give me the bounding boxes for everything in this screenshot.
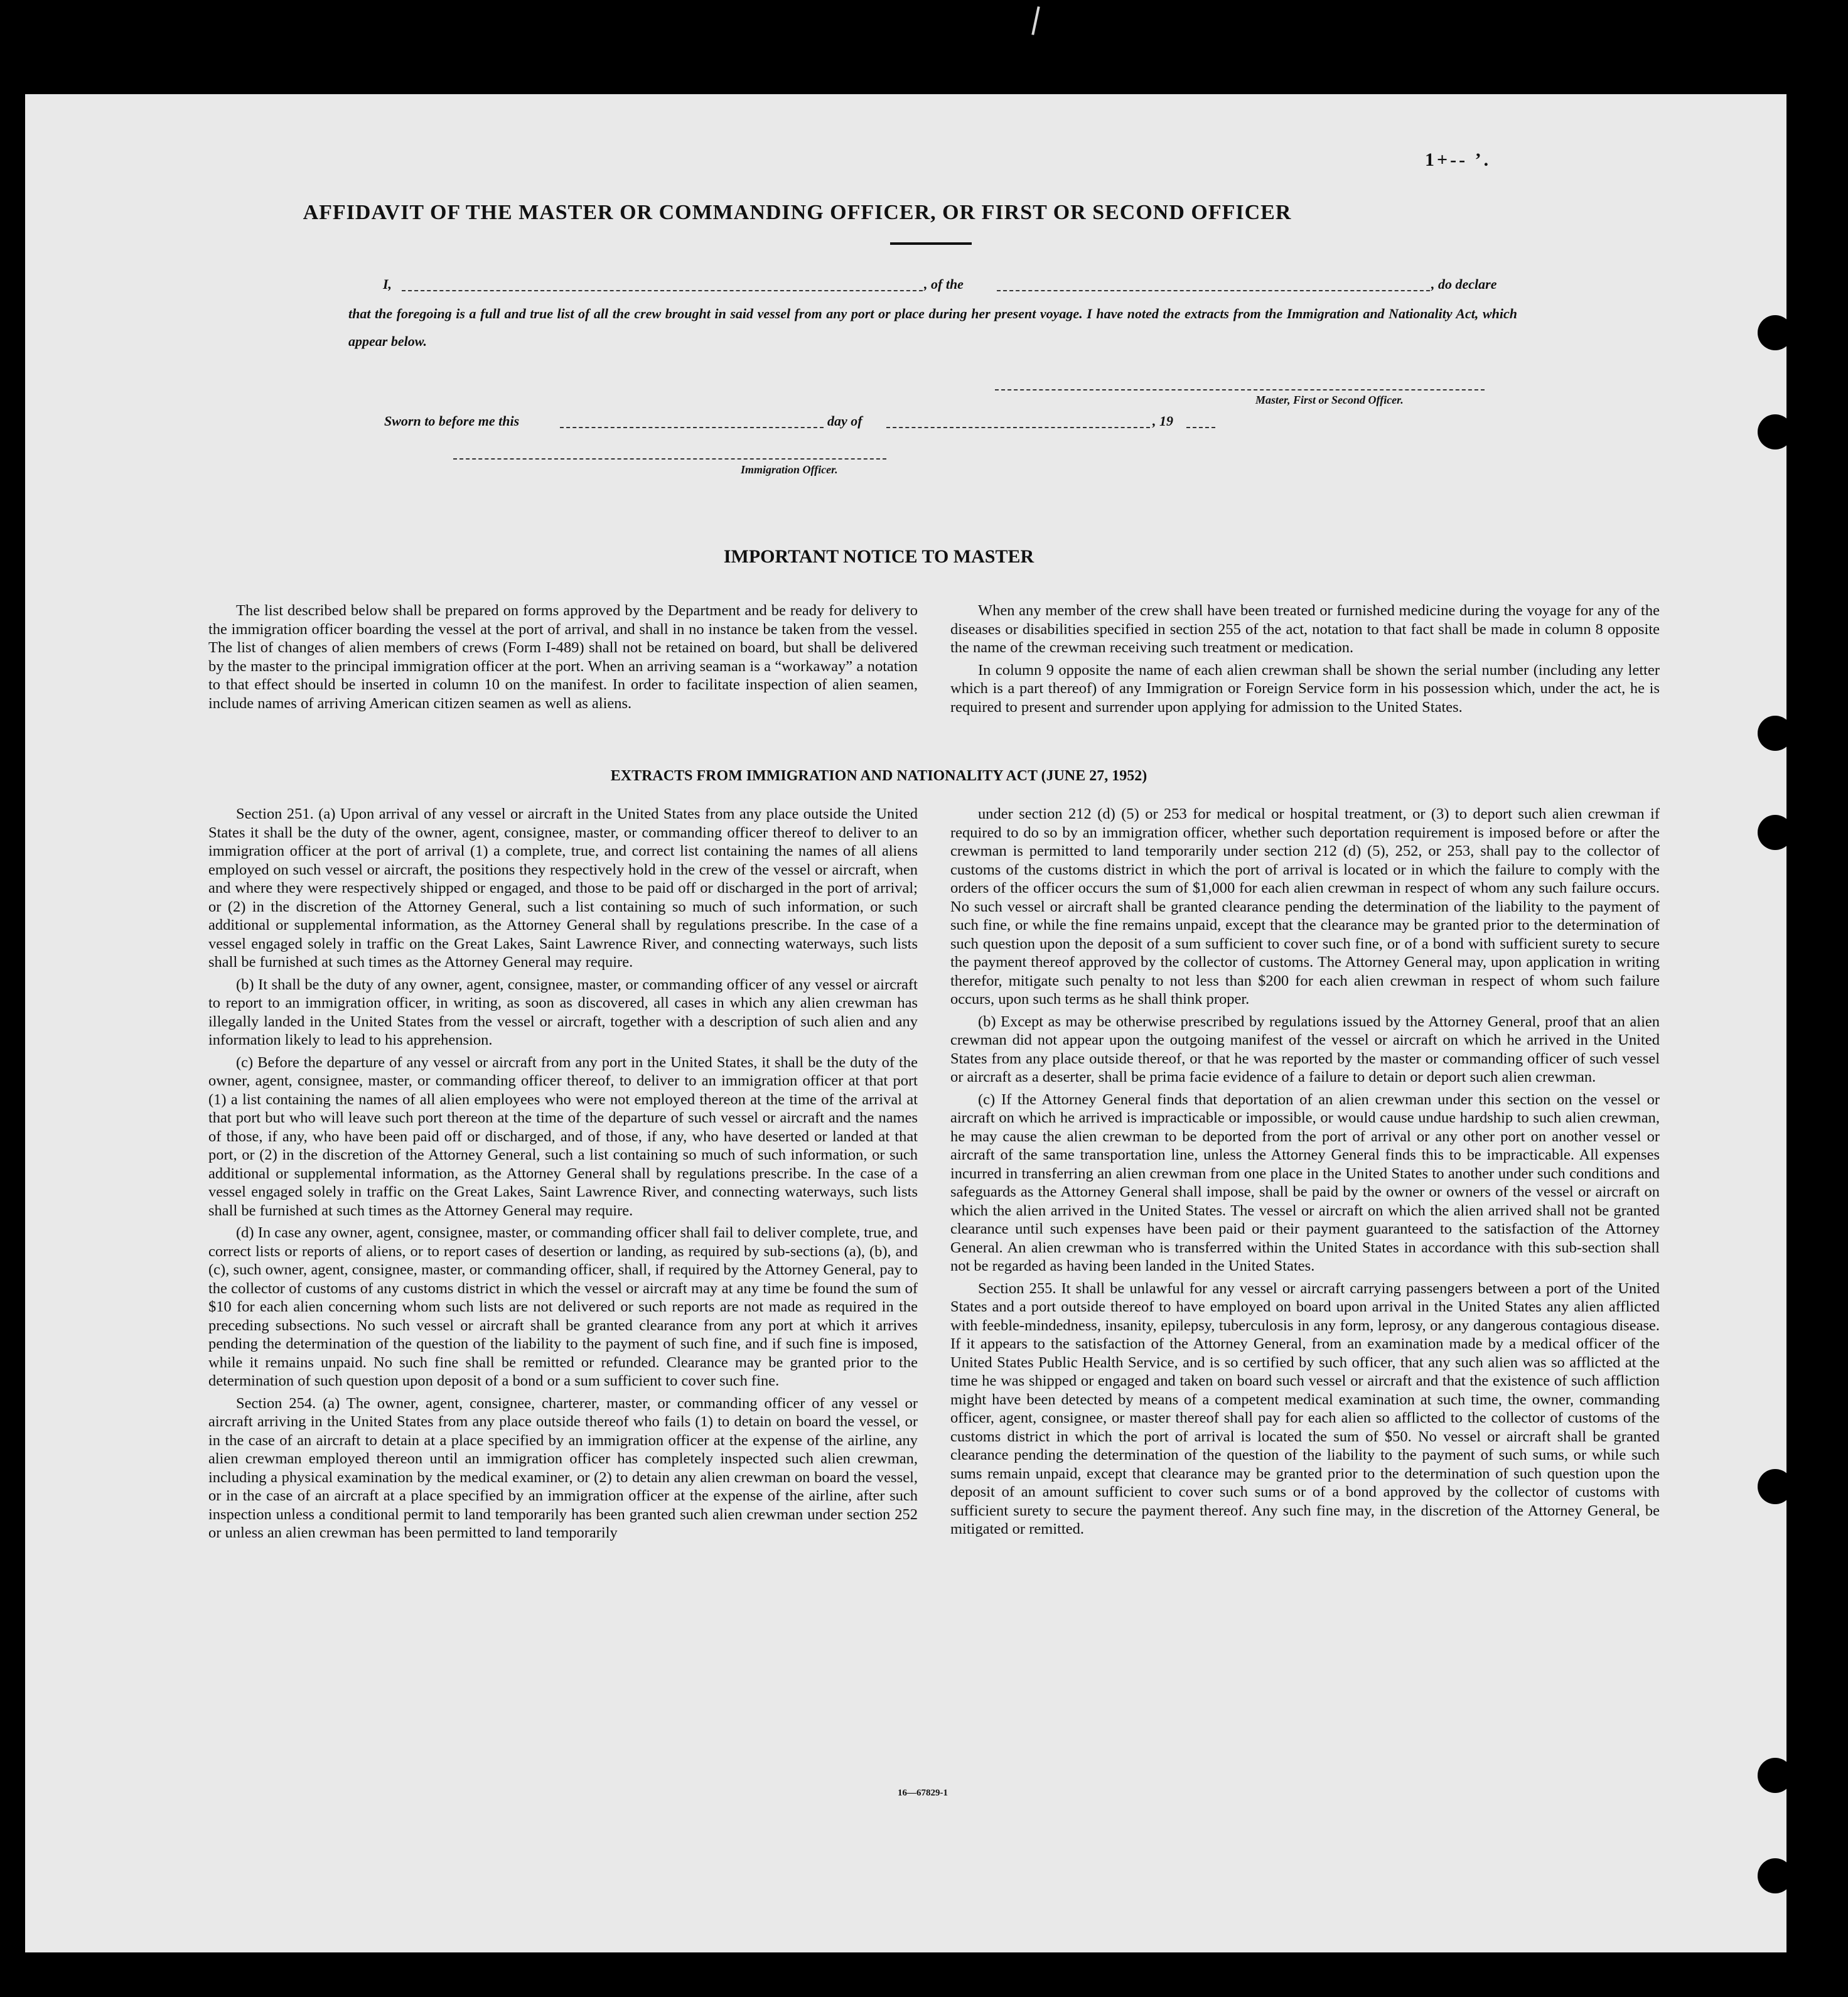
notice-paragraph: In column 9 opposite the name of each alien crewman shall be shown the serial number (including any letter which is a part thereof) of any Immigration or Foreign Service form in his possession which, under the act, he is required to present and surrender upon applying for admission to the United States.	[950, 661, 1660, 716]
extracts-right-column	[950, 805, 1660, 1542]
of-the-label: , of the	[924, 276, 964, 292]
sworn-day-field[interactable]	[560, 427, 824, 428]
notice-paragraph: When any member of the crew shall have been treated or furnished medicine during the voyage for any of the diseases or disabilities specified in section 255 of the act, notation to that fact shall be made in column 8 opposite the name of the crewman receiving such treatment or medication.	[950, 602, 1660, 656]
extract-paragraph: (d) In case any owner, agent, consignee, master, or commanding officer shall fail to deliver complete, true, and correct lists or reports of aliens, or to report cases of desertion or landing, as required by sub-sections (a), (b), and (c), such owner, agent, consignee, master, or commanding officer, shall, if required by the Attorney General, pay to the collector of customs of any customs district in which the vessel or aircraft may at any time be found the sum of $10 for each alien concerning whom such lists are not delivered or such reports are not made as required in the preceding subsections. No such vessel or aircraft shall be granted clearance from any port at which it arrives pending the determination of the question of the liability to the payment of such fine, and if such fine is imposed, while it remains unpaid. No such fine shall be remitted or refunded. Clearance may be granted prior to the determination of such question upon deposit of a bond or a sum sufficient to cover such fine.	[208, 1224, 918, 1389]
vessel-field[interactable]	[997, 290, 1430, 291]
do-declare-label: , do declare	[1431, 276, 1497, 292]
sworn-year-field[interactable]	[1186, 427, 1215, 428]
declaration-text: that the foregoing is a full and true list of all the crew brought in said vessel from any port or place during her present voyage. I have noted the extracts from the Immigration and Nationality Act, which appear below.	[348, 306, 1517, 349]
punch-hole	[1758, 1758, 1793, 1793]
title-rule	[890, 242, 972, 245]
sworn-month-field[interactable]	[886, 427, 1150, 428]
notice-title: IMPORTANT NOTICE TO MASTER	[723, 546, 1034, 567]
extract-paragraph: (b) It shall be the duty of any owner, agent, consignee, master, or commanding officer of any vessel or aircraft to report to an immigration officer, in writing, as soon as discovered, all cases in which any alien crewman has illegally landed in the United States from the vessel or aircraft, together with a description of such alien and any information likely to lead to his apprehension.	[208, 976, 918, 1048]
extracts-left-column	[208, 805, 918, 1546]
form-code: 16—67829-1	[898, 1788, 948, 1798]
immigration-officer-field[interactable]	[453, 458, 886, 460]
extract-paragraph: (b) Except as may be otherwise prescribed by regulations issued by the Attorney General, proof that an alien crewman did not appear upon the outgoing manifest of the vessel or aircraft on which he arrived in the United States from any place outside thereof, or that he was reported by the master or commanding officer of such vessel or aircraft as a deserter, shall be prima facie evidence of a failure to detain or deport such alien crewman.	[950, 1013, 1660, 1085]
immigration-officer-caption: Immigration Officer.	[741, 463, 838, 476]
punch-hole	[1758, 1858, 1793, 1893]
corner-handwritten-mark: 1+-- ’.	[1425, 149, 1491, 170]
affidavit-title: AFFIDAVIT OF THE MASTER OR COMMANDING OFFICER, OR FIRST OR SECOND OFFICER	[303, 201, 1292, 224]
master-signature-field[interactable]	[995, 389, 1485, 390]
document-page	[25, 94, 1786, 1952]
punch-hole	[1758, 414, 1793, 449]
extract-paragraph: Section 255. It shall be unlawful for any vessel or aircraft carrying passengers between a port of the United States and a port outside thereof to have employed on board upon arrival in the United States any alien afflicted with feeble-mindedness, insanity, epilepsy, tuberculosis in any form, leprosy, or any dangerous contagious disease. If it appears to the satisfaction of the Attorney General, from an examination made by a medical officer of the United States Public Health Service, and is so certified by such officer, that any such alien was so afflicted at the time he was shipped or engaged and taken on board such vessel or aircraft and that the existence of such affliction might have been detected by means of a competent medical examination at such time, the owner, commanding officer, agent, consignee, or master thereof shall pay for each alien so afflicted to the collector of customs of the customs district in which the port of arrival is located the sum of $50. No vessel or aircraft shall be granted clearance pending the determination of the question of the liability to the payment of such sums, or while such sums remain unpaid, except that clearance may be granted prior to the determination of such question upon the deposit of an amount sufficient to cover such sums or of a bond approved by the collector of customs with sufficient surety to secure the payment thereof. Any such fine may, in the discretion of the Attorney General, be mitigated or remitted.	[950, 1279, 1660, 1537]
punch-hole	[1758, 315, 1793, 350]
sworn-label: Sworn to before me this	[384, 413, 520, 429]
scan-artifact-mark	[1031, 6, 1040, 35]
punch-hole	[1758, 716, 1793, 751]
notice-right-column	[950, 601, 1660, 720]
i-label: I,	[383, 276, 392, 292]
master-signature-caption: Master, First or Second Officer.	[1255, 394, 1404, 406]
day-of-label: day of	[827, 413, 862, 429]
extracts-title: EXTRACTS FROM IMMIGRATION AND NATIONALITY ACT (JUNE 27, 1952)	[610, 768, 1147, 784]
extract-paragraph: (c) Before the departure of any vessel or aircraft from any port in the United States, it shall be the duty of the owner, agent, consignee, master, or commanding officer thereof, to deliver to an immigration officer at that port (1) a list containing the names of all alien employees who were not employed thereon at the time of the arrival at that port but who will leave such port thereon at the time of the departure of such vessel or aircraft and the names of those, if any, who have been paid off or discharged, and of those, if any, who have deserted or landed at that port, or (2) in the discretion of the Attorney General, such a list containing so much of such information, or such additional or supplemental information, as the Attorney General shall by regulations prescribe. In the case of a vessel engaged solely in traffic on the Great Lakes, Saint Lawrence River, and connecting waterways, such lists shall be furnished at such times as the Attorney General may require.	[208, 1053, 918, 1219]
extract-paragraph: (c) If the Attorney General finds that deportation of an alien crewman under this section on the vessel or aircraft on which he arrived is impracticable or impossible, or would cause undue hardship to such alien crewman, he may cause the alien crewman to be deported from the port of arrival or any other port on another vessel or aircraft of the same transportation line, unless the Attorney General finds this to be impracticable. All expenses incurred in transferring an alien crewman from one place in the United States to another under such conditions and safeguards as the Attorney General shall impose, shall be paid by the owner or owners of the vessel or aircraft on which the alien arrived in the United States. The vessel or aircraft on which the alien arrived shall not be granted clearance until such expenses have been paid or their payment guaranteed to the satisfaction of the Attorney General. An alien crewman who is transferred within the United States in accordance with this sub-section shall not be regarded as having been landed in the United States.	[950, 1090, 1660, 1274]
year-label: , 19	[1152, 413, 1173, 429]
extract-paragraph: Section 251. (a) Upon arrival of any vessel or aircraft in the United States from any place outside the United States it shall be the duty of the owner, agent, consignee, master, or commanding officer thereof to deliver to an immigration officer at the port of arrival (1) a complete, true, and correct list containing the names of all aliens employed on such vessel or aircraft, the positions they respectively hold in the crew of the vessel or aircraft, when and where they were respectively shipped or engaged, and those to be paid off or discharged in the port of arrival; or (2) in the discretion of the Attorney General, such a list containing so much of such information, or such additional or supplemental information, as the Attorney General shall by regulations prescribe. In the case of a vessel engaged solely in traffic on the Great Lakes, Saint Lawrence River, and connecting waterways, such lists shall be furnished at such times as the Attorney General may require.	[208, 805, 918, 971]
notice-left-column	[208, 601, 918, 716]
extract-paragraph: under section 212 (d) (5) or 253 for medical or hospital treatment, or (3) to deport such alien crewman if required to do so by an immigration officer, whether such deportation requirement is imposed before or after the crewman is permitted to land temporarily under section 212 (d) (5), 252, or 253, shall pay to the collector of customs of the customs district in which the port of arrival is located or in which the failure to comply with the orders of the officer occurs the sum of $1,000 for each alien crewman in respect of whom any such failure occurs. No such vessel or aircraft shall be granted clearance pending the determination of the liability to the payment of such fine, or while the fine remains unpaid, except that the clearance may be granted prior to the determination of such question upon the deposit of a sum sufficient to cover such fine, or of a bond with sufficient surety to secure the payment thereof approved by the collector of customs. The Attorney General may, upon application in writing therefor, mitigate such penalty to not less than $200 for each alien crewman in respect of whom such failure occurs, upon such terms as he shall think proper.	[950, 805, 1660, 1008]
extract-paragraph: Section 254. (a) The owner, agent, consignee, charterer, master, or commanding officer of any vessel or aircraft arriving in the United States from any place outside thereof who fails (1) to detain on board the vessel, or in the case of an aircraft to detain at a place specified by an immigration officer at the expense of the airline, any alien crewman employed thereon until an immigration officer has completely inspected such alien crewman, including a physical examination by the medical examiner, or (2) to detain any alien crewman on board the vessel, or in the case of an aircraft at a place specified by an immigration officer at the expense of the airline, after such inspection unless a conditional permit to land temporarily has been granted such alien crewman under section 252 or unless an alien crewman has been permitted to land temporarily	[208, 1394, 918, 1541]
punch-hole	[1758, 815, 1793, 850]
notice-paragraph: The list described below shall be prepared on forms approved by the Department and be ready for delivery to the immigration officer boarding the vessel at the port of arrival, and shall in no instance be taken from the vessel. The list of changes of alien members of crews (Form I-489) shall not be retained on board, but shall be delivered by the master to the principal immigration officer at the port. When an arriving seaman is a “workaway” a notation to that effect should be inserted in column 10 on the manifest. In order to facilitate inspection of alien seamen, include names of arriving American citizen seamen as well as aliens.	[208, 602, 918, 712]
punch-hole	[1758, 1469, 1793, 1504]
name-field[interactable]	[402, 290, 923, 291]
